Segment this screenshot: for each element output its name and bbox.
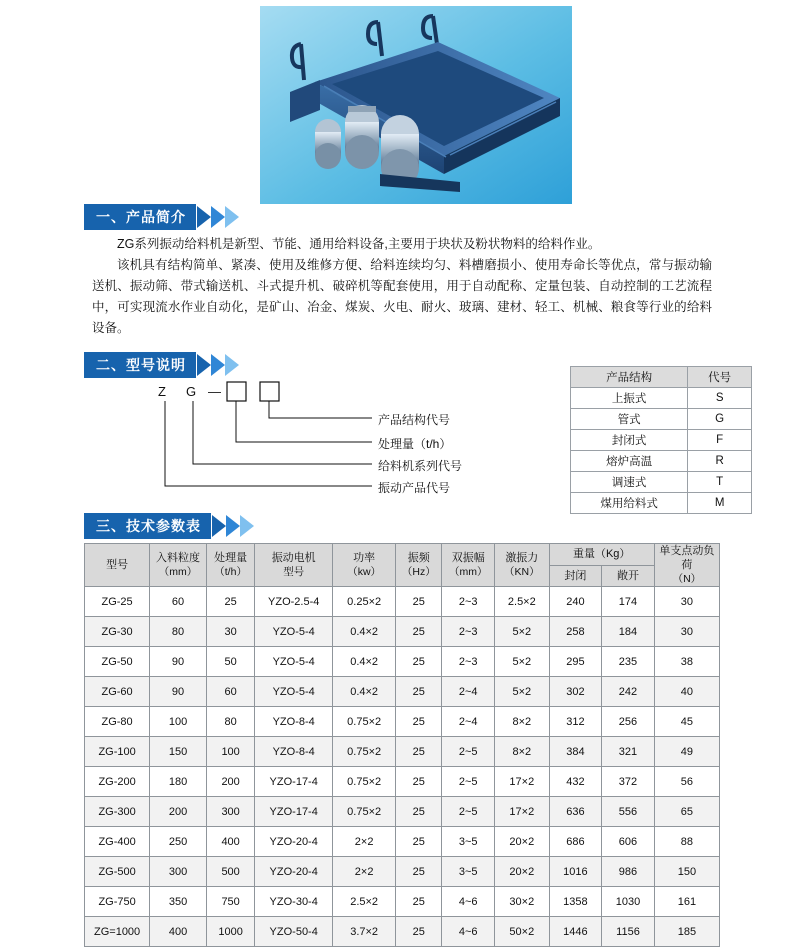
table-row — [571, 409, 752, 430]
cell-feed-size: 90 — [150, 677, 207, 707]
cell-exciting-force: 17×2 — [494, 797, 549, 827]
chevron-arrows-icon — [212, 513, 254, 539]
section-title-spec: 三、技术参数表 — [84, 513, 211, 539]
cell-motor: YZO-5-4 — [255, 617, 333, 647]
table-row — [85, 887, 720, 917]
cell-dynamic-load: 185 — [654, 917, 719, 947]
cell-model: ZG-60 — [85, 677, 150, 707]
cell-model: ZG-200 — [85, 767, 150, 797]
cell-power: 0.75×2 — [333, 767, 396, 797]
section-header-spec — [84, 513, 254, 539]
cell-frequency: 25 — [396, 917, 442, 947]
table-row — [571, 493, 752, 514]
cell-feed-size: 60 — [150, 587, 207, 617]
table-row — [85, 827, 720, 857]
cell-dynamic-load: 45 — [654, 707, 719, 737]
cell-feed-size: 180 — [150, 767, 207, 797]
structure-name: 调速式 — [571, 472, 688, 493]
cell-exciting-force: 20×2 — [494, 857, 549, 887]
cell-exciting-force: 20×2 — [494, 827, 549, 857]
table-row — [571, 472, 752, 493]
intro-paragraph-2: 该机具有结构简单、紧凑、使用及维修方便、给料连续均匀、料槽磨损小、使用寿命长等优点，常与振动输送机、振动筛、带式输送机、斗式提升机、破碎机等配套使用，用于自动配称、定量包装、自动控制的工艺流程中，可实现流水作业自动化，是矿山、冶金、煤炭、火电、耐火、玻璃、建材、轻工、机械、粮食等行业的给料设备。 — [92, 258, 712, 335]
cell-amplitude: 2~5 — [442, 797, 495, 827]
chevron-arrows-icon — [197, 204, 239, 230]
cell-frequency: 25 — [396, 857, 442, 887]
cell-capacity: 400 — [206, 827, 254, 857]
cell-motor: YZO-17-4 — [255, 797, 333, 827]
cell-dynamic-load: 56 — [654, 767, 719, 797]
cell-model: ZG-30 — [85, 617, 150, 647]
cell-exciting-force: 8×2 — [494, 737, 549, 767]
model-letter-z: Z — [158, 384, 167, 399]
cell-exciting-force: 8×2 — [494, 707, 549, 737]
cell-weight-open: 242 — [602, 677, 655, 707]
cell-feed-size: 350 — [150, 887, 207, 917]
cell-exciting-force: 17×2 — [494, 767, 549, 797]
cell-dynamic-load: 150 — [654, 857, 719, 887]
model-letter-g: G — [186, 384, 198, 399]
structure-code: F — [688, 430, 752, 451]
spec-header-exciting-force: 激振力 （KN） — [494, 544, 549, 587]
cell-capacity: 25 — [206, 587, 254, 617]
cell-power: 0.75×2 — [333, 707, 396, 737]
cell-weight-closed: 1016 — [549, 857, 602, 887]
cell-motor: YZO-20-4 — [255, 827, 333, 857]
spec-header-motor: 振动电机 型号 — [255, 544, 333, 587]
cell-frequency: 25 — [396, 797, 442, 827]
table-header-row — [571, 367, 752, 388]
cell-weight-closed: 240 — [549, 587, 602, 617]
structure-name: 煤用给料式 — [571, 493, 688, 514]
cell-dynamic-load: 40 — [654, 677, 719, 707]
cell-amplitude: 2~5 — [442, 737, 495, 767]
cell-amplitude: 2~3 — [442, 587, 495, 617]
table-row — [85, 617, 720, 647]
spec-header-weight: 重量（Kg） — [549, 544, 654, 566]
cell-capacity: 50 — [206, 647, 254, 677]
cell-amplitude: 3~5 — [442, 857, 495, 887]
spec-header-frequency: 振频 （Hz） — [396, 544, 442, 587]
code-table-header-structure: 产品结构 — [571, 367, 688, 388]
structure-name: 熔炉高温 — [571, 451, 688, 472]
cell-model: ZG-50 — [85, 647, 150, 677]
cell-weight-open: 372 — [602, 767, 655, 797]
cell-weight-closed: 312 — [549, 707, 602, 737]
cell-power: 0.25×2 — [333, 587, 396, 617]
cell-feed-size: 400 — [150, 917, 207, 947]
cell-capacity: 100 — [206, 737, 254, 767]
table-row — [85, 797, 720, 827]
cell-frequency: 25 — [396, 887, 442, 917]
vibrating-feeder-illustration — [260, 6, 572, 204]
cell-motor: YZO-30-4 — [255, 887, 333, 917]
cell-capacity: 80 — [206, 707, 254, 737]
cell-motor: YZO-17-4 — [255, 767, 333, 797]
cell-dynamic-load: 38 — [654, 647, 719, 677]
cell-motor: YZO-8-4 — [255, 707, 333, 737]
cell-model: ZG=1000 — [85, 917, 150, 947]
table-row — [85, 917, 720, 947]
cell-power: 2×2 — [333, 827, 396, 857]
cell-power: 0.4×2 — [333, 677, 396, 707]
cell-motor: YZO-2.5-4 — [255, 587, 333, 617]
structure-code: G — [688, 409, 752, 430]
cell-weight-closed: 1358 — [549, 887, 602, 917]
cell-amplitude: 2~4 — [442, 707, 495, 737]
spec-header-weight-closed: 封闭 — [549, 565, 602, 587]
table-row — [85, 677, 720, 707]
spec-header-weight-open: 敞开 — [602, 565, 655, 587]
structure-code: M — [688, 493, 752, 514]
spec-header-feed-size: 入料粒度 （mm） — [150, 544, 207, 587]
cell-power: 0.75×2 — [333, 797, 396, 827]
technical-parameters-table — [84, 543, 720, 947]
table-header-row — [85, 544, 720, 566]
cell-weight-closed: 302 — [549, 677, 602, 707]
cell-feed-size: 250 — [150, 827, 207, 857]
cell-exciting-force: 5×2 — [494, 617, 549, 647]
cell-capacity: 30 — [206, 617, 254, 647]
cell-frequency: 25 — [396, 767, 442, 797]
cell-capacity: 750 — [206, 887, 254, 917]
cell-frequency: 25 — [396, 617, 442, 647]
cell-capacity: 300 — [206, 797, 254, 827]
spec-header-dynamic-load: 单支点动负荷 （N） — [654, 544, 719, 587]
structure-name: 上振式 — [571, 388, 688, 409]
cell-motor: YZO-20-4 — [255, 857, 333, 887]
code-table-header-code: 代号 — [688, 367, 752, 388]
spec-header-power: 功率 （kw） — [333, 544, 396, 587]
cell-motor: YZO-5-4 — [255, 647, 333, 677]
cell-amplitude: 2~4 — [442, 677, 495, 707]
cell-feed-size: 80 — [150, 617, 207, 647]
cell-capacity: 1000 — [206, 917, 254, 947]
table-row — [85, 857, 720, 887]
cell-model: ZG-80 — [85, 707, 150, 737]
cell-weight-closed: 1446 — [549, 917, 602, 947]
cell-motor: YZO-50-4 — [255, 917, 333, 947]
cell-weight-open: 606 — [602, 827, 655, 857]
cell-weight-open: 321 — [602, 737, 655, 767]
cell-power: 3.7×2 — [333, 917, 396, 947]
table-row — [85, 587, 720, 617]
cell-amplitude: 2~3 — [442, 617, 495, 647]
cell-model: ZG-750 — [85, 887, 150, 917]
cell-dynamic-load: 65 — [654, 797, 719, 827]
cell-amplitude: 2~3 — [442, 647, 495, 677]
structure-code: R — [688, 451, 752, 472]
model-code-diagram — [92, 376, 512, 506]
intro-text — [92, 234, 712, 339]
cell-weight-open: 1156 — [602, 917, 655, 947]
cell-capacity: 60 — [206, 677, 254, 707]
cell-capacity: 500 — [206, 857, 254, 887]
cell-dynamic-load: 161 — [654, 887, 719, 917]
cell-weight-open: 1030 — [602, 887, 655, 917]
model-callout-series: 给料机系列代号 — [378, 459, 463, 473]
cell-weight-open: 256 — [602, 707, 655, 737]
cell-amplitude: 4~6 — [442, 887, 495, 917]
cell-frequency: 25 — [396, 737, 442, 767]
cell-frequency: 25 — [396, 827, 442, 857]
cell-motor: YZO-8-4 — [255, 737, 333, 767]
cell-weight-closed: 636 — [549, 797, 602, 827]
table-row — [571, 430, 752, 451]
cell-power: 2.5×2 — [333, 887, 396, 917]
cell-power: 0.4×2 — [333, 647, 396, 677]
cell-motor: YZO-5-4 — [255, 677, 333, 707]
cell-weight-open: 174 — [602, 587, 655, 617]
table-row — [571, 451, 752, 472]
spec-header-model: 型号 — [85, 544, 150, 587]
cell-model: ZG-300 — [85, 797, 150, 827]
cell-dynamic-load: 49 — [654, 737, 719, 767]
cell-exciting-force: 50×2 — [494, 917, 549, 947]
section-header-intro — [84, 204, 239, 230]
cell-model: ZG-25 — [85, 587, 150, 617]
cell-model: ZG-100 — [85, 737, 150, 767]
cell-exciting-force: 30×2 — [494, 887, 549, 917]
cell-weight-closed: 384 — [549, 737, 602, 767]
cell-weight-closed: 258 — [549, 617, 602, 647]
cell-exciting-force: 5×2 — [494, 677, 549, 707]
cell-dynamic-load: 30 — [654, 587, 719, 617]
cell-model: ZG-400 — [85, 827, 150, 857]
cell-weight-open: 235 — [602, 647, 655, 677]
structure-code: T — [688, 472, 752, 493]
cell-amplitude: 3~5 — [442, 827, 495, 857]
cell-model: ZG-500 — [85, 857, 150, 887]
model-callout-structure: 产品结构代号 — [378, 413, 451, 427]
cell-exciting-force: 2.5×2 — [494, 587, 549, 617]
cell-weight-closed: 295 — [549, 647, 602, 677]
section-title-intro: 一、产品简介 — [84, 204, 196, 230]
cell-exciting-force: 5×2 — [494, 647, 549, 677]
cell-frequency: 25 — [396, 677, 442, 707]
cell-weight-open: 556 — [602, 797, 655, 827]
cell-dynamic-load: 88 — [654, 827, 719, 857]
cell-weight-closed: 686 — [549, 827, 602, 857]
table-row — [85, 647, 720, 677]
cell-frequency: 25 — [396, 647, 442, 677]
table-row — [85, 737, 720, 767]
model-dash: — — [208, 384, 222, 399]
cell-feed-size: 150 — [150, 737, 207, 767]
table-row — [85, 767, 720, 797]
section-header-model — [84, 352, 239, 378]
structure-code: S — [688, 388, 752, 409]
table-row — [85, 707, 720, 737]
structure-name: 封闭式 — [571, 430, 688, 451]
cell-frequency: 25 — [396, 587, 442, 617]
cell-power: 0.75×2 — [333, 737, 396, 767]
structure-name: 管式 — [571, 409, 688, 430]
cell-capacity: 200 — [206, 767, 254, 797]
cell-weight-open: 986 — [602, 857, 655, 887]
structure-code-table — [570, 366, 752, 514]
cell-power: 0.4×2 — [333, 617, 396, 647]
cell-feed-size: 300 — [150, 857, 207, 887]
spec-header-amplitude: 双振幅 （mm） — [442, 544, 495, 587]
product-photo — [260, 6, 572, 204]
table-row — [571, 388, 752, 409]
cell-feed-size: 200 — [150, 797, 207, 827]
chevron-arrows-icon — [197, 352, 239, 378]
cell-power: 2×2 — [333, 857, 396, 887]
spec-table-body — [85, 587, 720, 947]
cell-feed-size: 100 — [150, 707, 207, 737]
cell-weight-closed: 432 — [549, 767, 602, 797]
cell-amplitude: 4~6 — [442, 917, 495, 947]
model-callout-capacity: 处理量（t/h） — [378, 437, 452, 451]
section-title-model: 二、型号说明 — [84, 352, 196, 378]
cell-amplitude: 2~5 — [442, 767, 495, 797]
spec-header-capacity: 处理量 （t/h） — [206, 544, 254, 587]
intro-paragraph-1: ZG系列振动给料机是新型、节能、通用给料设备,主要用于块状及粉状物料的给料作业。 — [117, 237, 601, 251]
cell-dynamic-load: 30 — [654, 617, 719, 647]
cell-feed-size: 90 — [150, 647, 207, 677]
cell-frequency: 25 — [396, 707, 442, 737]
model-callout-product: 振动产品代号 — [378, 481, 451, 495]
cell-weight-open: 184 — [602, 617, 655, 647]
